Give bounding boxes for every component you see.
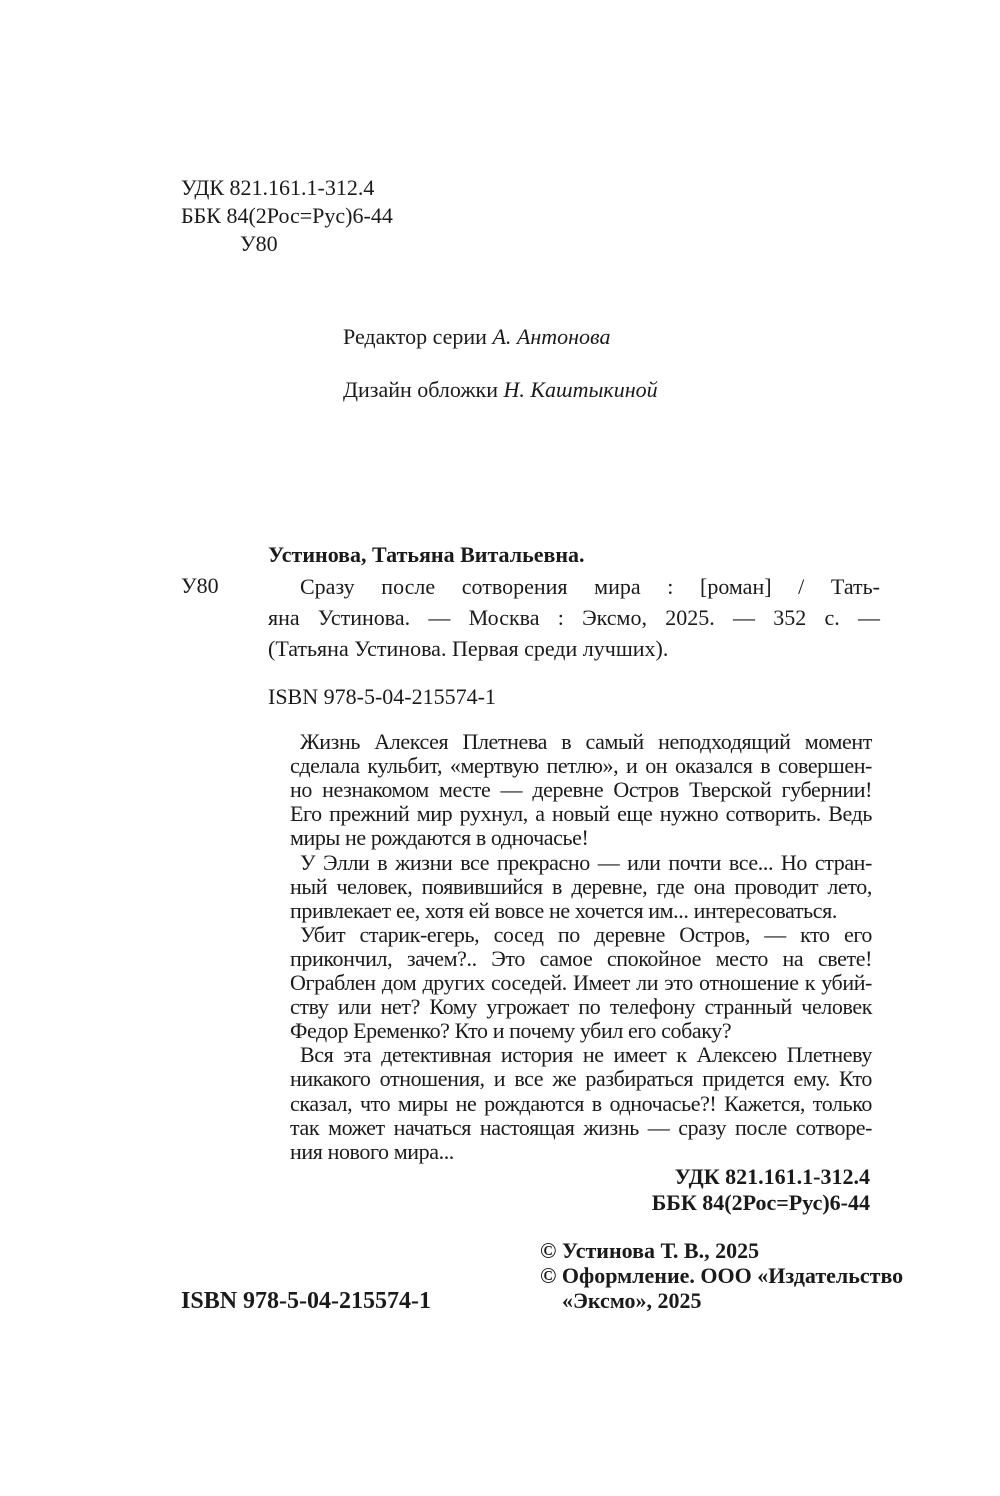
author-mark: У80 <box>240 231 278 256</box>
isbn-bottom: ISBN 978-5-04-215574-1 <box>181 1288 431 1314</box>
annotation-line: Ограблен дом других соседей. Имеет ли это отношение к убий- <box>290 970 872 995</box>
annotation-line: Его прежний мир рухнул, а новый еще нужно сотворить. Ведь <box>290 801 872 827</box>
entry-line: яна Устинова. — Москва : Эксмо, 2025. — 352 с. — <box>268 605 880 630</box>
annotation-line: но незнакомом месте — деревне Остров Тверской губернии! <box>290 777 872 803</box>
copyright-author: © Устинова Т. В., 2025 <box>540 1238 760 1263</box>
series-editor-credit <box>343 323 610 351</box>
bbk-code: ББК 84(2Рос=Рус)6-44 <box>181 203 393 228</box>
credit-name: Н. Каштыкиной <box>503 377 658 402</box>
author-heading: Устинова, Татьяна Витальевна. <box>268 542 585 567</box>
annotation-line: сказал, что миры не рождаются в одночасье?! Кажется, только <box>290 1090 872 1116</box>
annotation-line: никакого отношения, и все же разбираться придется ему. Кто <box>290 1066 872 1092</box>
entry-isbn: ISBN 978-5-04-215574-1 <box>268 684 496 709</box>
annotation-line: привлекает ее, хотя ей вовсе не хочется им... интересоваться. <box>290 897 837 923</box>
bottom-udk: УДК 821.161.1-312.4 <box>674 1164 870 1189</box>
entry-author-mark: У80 <box>181 573 219 598</box>
credit-name: А. Антонова <box>492 324 611 349</box>
copyright-design: © Оформление. ООО «Издательство <box>540 1263 904 1288</box>
credit-role: Редактор серии <box>343 324 487 349</box>
annotation-line: ния нового мира... <box>290 1138 454 1164</box>
entry-line: Сразу после сотворения мира : [роман] / Тать- <box>300 574 880 599</box>
annotation-line: Федор Еременко? Кто и почему убил его собаку? <box>290 1018 732 1044</box>
annotation-line: ству или нет? Кому угрожает по телефону странный человек <box>290 994 872 1020</box>
udk-code: УДК 821.161.1-312.4 <box>181 175 375 200</box>
annotation-line: У Элли в жизни все прекрасно — или почти все... Но стран- <box>300 849 872 875</box>
credit-role: Дизайн обложки <box>343 377 499 402</box>
annotation-line: так может начаться настоящая жизнь — сразу после сотворе- <box>290 1114 872 1140</box>
bottom-bbk: ББК 84(2Рос=Рус)6-44 <box>651 1190 870 1215</box>
annotation-line: прикончил, зачем?.. Это самое спокойное место на свете! <box>290 945 872 971</box>
annotation-line: ный человек, появившийся в деревне, где она проводит лето, <box>290 873 872 899</box>
annotation-line: Жизнь Алексея Плетнева в самый неподходящий момент <box>300 729 872 754</box>
annotation-line: Убит старик-егерь, сосед по деревне Остров, — кто его <box>300 921 872 947</box>
annotation-line: сделала кульбит, «мертвую петлю», и он оказался в совершен- <box>290 753 872 779</box>
annotation-line: миры не рождаются в одночасье! <box>290 825 589 851</box>
entry-line: (Татьяна Устинова. Первая среди лучших). <box>268 636 669 661</box>
copyright-design-cont: «Эксмо», 2025 <box>562 1288 702 1313</box>
cover-design-credit <box>343 376 658 404</box>
annotation-line: Вся эта детективная история не имеет к Алексею Плетневу <box>300 1042 872 1068</box>
